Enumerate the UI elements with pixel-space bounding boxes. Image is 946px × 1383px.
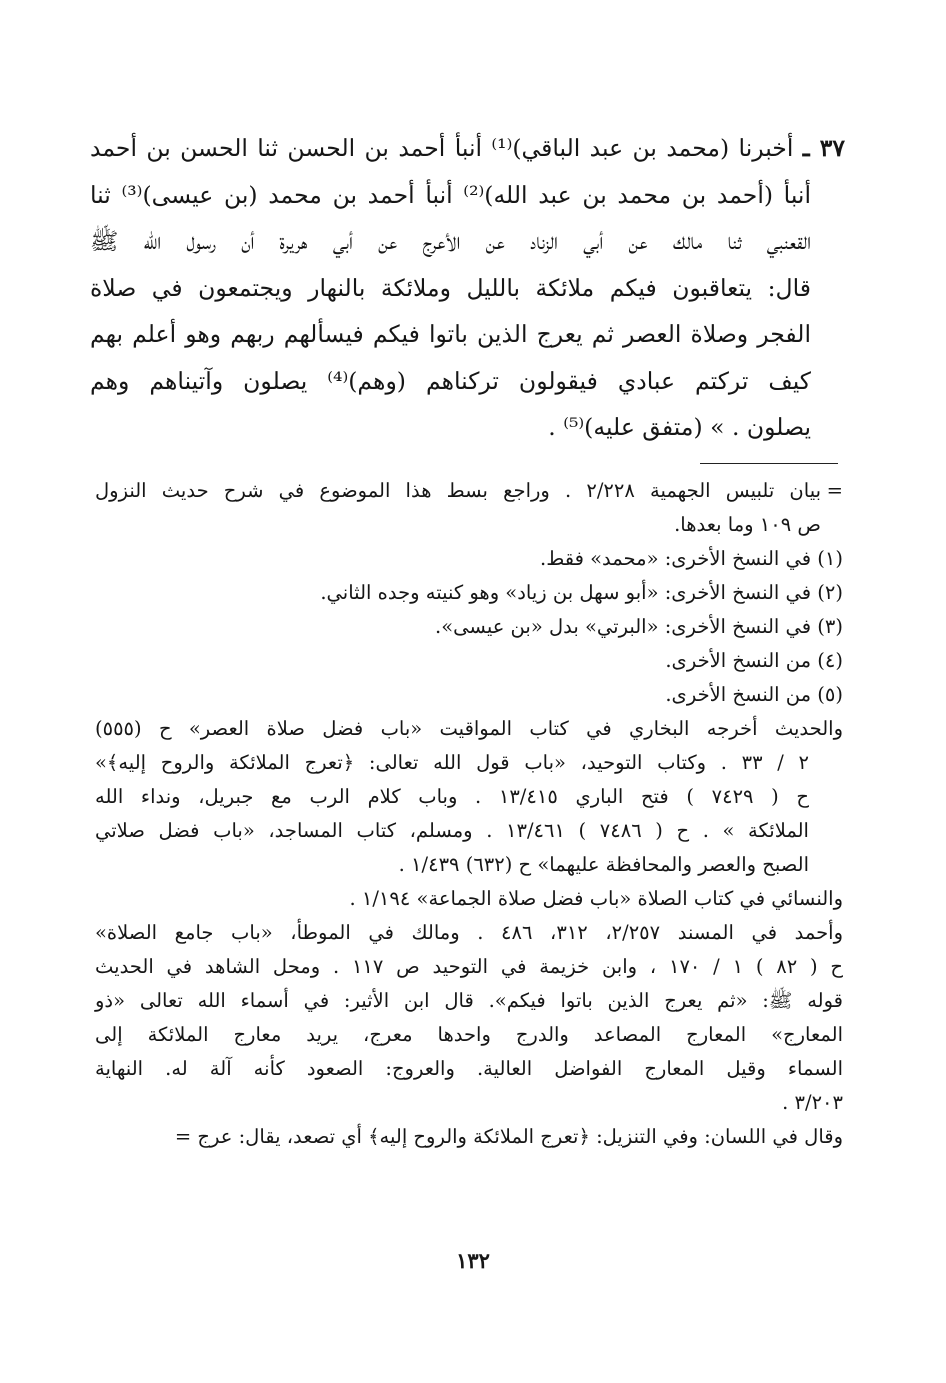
hadith-line-5: الفجر وصلاة العصر ثم يعرج الذين باتوا فيكم فيسألهم ربهم وهو أعلم بهم	[90, 320, 811, 348]
footnote-3: (٣) في النسخ الأخرى: «البرتي» بدل «بن عيسى».	[435, 615, 843, 638]
hadith-number: ٣٧ ـ	[802, 134, 845, 162]
footnote-1: (١) في النسخ الأخرى: «محمد» فقط.	[540, 547, 843, 570]
page-number: ١٣٢	[456, 1248, 490, 1273]
footnotes	[95, 474, 843, 1154]
takhrij-line-1: والحديث أخرجه البخاري في كتاب المواقيت «باب فضل صلاة العصر» ح (٥٥٥)	[95, 717, 843, 740]
ahmad-line-2: ح ( ٨٢ ) ١ / ١٧٠ ، وابن خزيمة في التوحيد ص ١١٧ . ومحل الشاهد في الحديث	[95, 955, 843, 978]
hadith-line-3: القعنبي ثنا مالك عن أبي الزناد عن الأعرج عن أبي هريرة أن رسول الله ﷺ	[90, 227, 811, 255]
lisan-line: وقال في اللسان: وفي التنزيل: ﴿تعرج الملائكة والروح إليه﴾ أي تصعد، يقال: عرج =	[174, 1125, 843, 1148]
ahmad-line-4: المعارج» المعارج المصاعد والدرج واحدها معرج، يريد معارج الملائكة إلى	[95, 1023, 843, 1046]
hadith-line-7: يصلون . » (متفق عليه)⁽⁵⁾ .	[548, 413, 811, 441]
footnote-4: (٤) من النسخ الأخرى.	[665, 649, 843, 672]
hadith-line-1: ٣٧ ـ أخبرنا (محمد بن عبد الباقي)⁽¹⁾ أنبأ أحمد بن الحسن ثنا الحسن بن أحمد	[90, 134, 845, 162]
nasai-line: والنسائي في كتاب الصلاة «باب فضل صلاة الجماعة» ١/١٩٤ .	[349, 887, 843, 910]
takhrij-line-5: الصبح والعصر والمحافظة عليهما» ح (٦٣٢) ١/٤٣٩ .	[398, 853, 809, 876]
ahmad-line-5: السماء وقيل المعارج الفواضل العالية. والعروج: الصعود كأنه آلة له. النهاية	[95, 1057, 843, 1080]
ahmad-line-6: ٣/٢٠٣ .	[782, 1091, 843, 1114]
ahmad-line-1: وأحمد في المسند ٢/٢٥٧، ٣١٢، ٤٨٦ . ومالك في الموطأ، «باب جامع الصلاة»	[95, 921, 843, 944]
footnote-continuation-line-2: ص ١٠٩ وما بعدها.	[674, 513, 821, 536]
hadith-text	[90, 125, 845, 451]
hadith-line-2: أنبأ (أحمد بن محمد بن عبد الله)⁽²⁾ أنبأ أحمد بن محمد (بن عيسى)⁽³⁾ ثنا	[90, 180, 812, 209]
continuation-mark: =	[826, 479, 843, 502]
takhrij-line-2: ٢ / ٣٣ . وكتاب التوحيد، «باب قول الله تعالى: ﴿تعرج الملائكة والروح إليه﴾»	[95, 751, 809, 774]
hadith-line-4: قال: يتعاقبون فيكم ملائكة بالليل وملائكة بالنهار ويجتمعون في صلاة	[90, 273, 811, 302]
footnote-5: (٥) من النسخ الأخرى.	[665, 683, 843, 706]
footnote-continuation-line-1: = بيان تلبيس الجهمية ٢/٢٢٨ . وراجع بسط هذا الموضوع في شرح حديث النزول	[95, 474, 843, 508]
ahmad-line-3: قوله ﷺ: «ثم يعرج الذين باتوا فيكم». قال ابن الأثير: في أسماء الله تعالى «ذو	[95, 989, 843, 1012]
footnote-2: (٢) في النسخ الأخرى: «أبو سهل بن زياد» وهو كنيته وجده الثاني.	[320, 581, 843, 604]
takhrij-line-3: ح ( ٧٤٢٩ ) فتح الباري ١٣/٤١٥ . وباب كلام الرب مع جبريل، ونداء الله	[95, 785, 810, 808]
hadith-line-6: كيف تركتم عبادي فيقولون تركناهم (وهم)⁽⁴⁾ يصلون وآتيناهم وهم	[90, 366, 811, 395]
takhrij-line-4: الملائكة » . ح ( ٧٤٨٦ ) ١٣/٤٦١ . ومسلم، كتاب المساجد، «باب فضل صلاتي	[95, 819, 809, 842]
footnote-separator	[700, 463, 838, 464]
